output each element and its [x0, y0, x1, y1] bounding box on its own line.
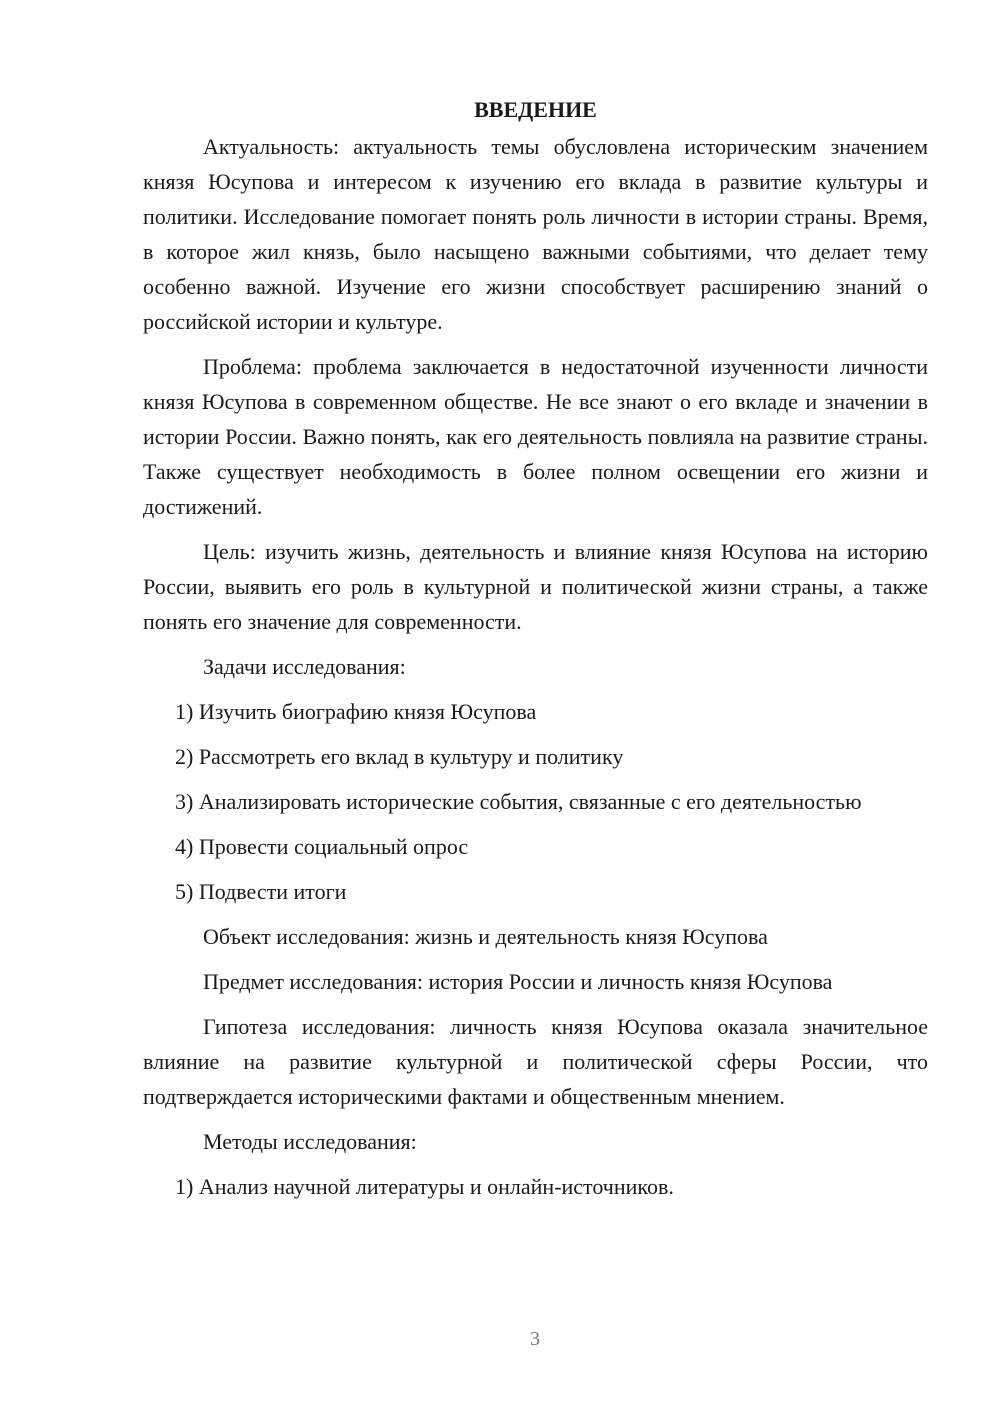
task-item-3: 3) Анализировать исторические события, связанные с его деятельностью — [175, 789, 862, 814]
task-item-2: 2) Рассмотреть его вклад в культуру и политику — [175, 744, 624, 769]
method-item-1: 1) Анализ научной литературы и онлайн-источников. — [175, 1174, 674, 1199]
methods-title: Методы исследования: — [203, 1129, 417, 1154]
hypothesis-paragraph: Гипотеза исследования: личность князя Юсупова оказала значительное влияние на развитие культурной и политической сферы России, что подтверждается историческими фактами и общественным мнением. — [143, 1014, 928, 1109]
research-object: Объект исследования: жизнь и деятельность князя Юсупова — [203, 924, 768, 949]
task-item-5: 5) Подвести итоги — [175, 879, 347, 904]
goal-paragraph: Цель: изучить жизнь, деятельность и влияние князя Юсупова на историю России, выявить его роль в культурной и политической жизни страны, а также понять его значение для современности. — [143, 539, 928, 634]
task-item-1: 1) Изучить биографию князя Юсупова — [175, 699, 537, 724]
problem-paragraph: Проблема: проблема заключается в недостаточной изученности личности князя Юсупова в современном обществе. Не все знают о его вкладе и значении в истории России. Важно понять, как его деятельность повлияла на развитие страны. Также существует необходимость в более полном освещении его жизни и достижений. — [143, 354, 928, 519]
document-page — [143, 92, 928, 1214]
tasks-title: Задачи исследования: — [203, 654, 406, 679]
page-number: 3 — [530, 1328, 540, 1350]
section-heading: ВВЕДЕНИЕ — [474, 97, 597, 122]
task-item-4: 4) Провести социальный опрос — [175, 834, 469, 859]
relevance-paragraph: Актуальность: актуальность темы обусловлена историческим значением князя Юсупова и интересом к изучению его вклада в развитие культуры и политики. Исследование помогает понять роль личности в истории страны. Время, в которое жил князь, было насыщено важными событиями, что делает тему особенно важной. Изучение его жизни способствует расширению знаний о российской истории и культуре. — [143, 134, 928, 334]
research-subject: Предмет исследования: история России и личность князя Юсупова — [203, 969, 833, 994]
